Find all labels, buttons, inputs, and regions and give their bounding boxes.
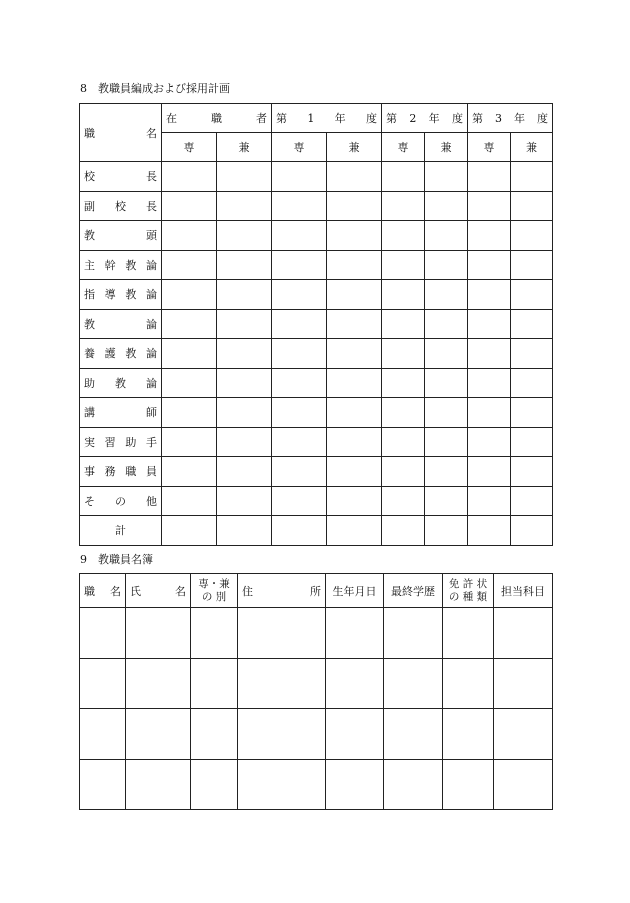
count-cell [425, 427, 468, 457]
count-cell [162, 280, 217, 310]
position-char: 論 [145, 258, 157, 272]
roster-cell [80, 759, 126, 810]
staff-roster-table [79, 573, 553, 810]
roster-position-header [80, 574, 126, 608]
count-cell [327, 280, 382, 310]
count-cell [382, 457, 425, 487]
roster-cell [443, 658, 494, 709]
roster-name-header [126, 574, 191, 608]
count-cell [217, 457, 272, 487]
table-row [80, 608, 553, 659]
position-label [80, 398, 162, 428]
table-row [80, 250, 553, 280]
count-cell [217, 398, 272, 428]
position-char: 護 [104, 347, 116, 361]
position-label [80, 457, 162, 487]
position-char: 教 [125, 258, 137, 272]
part-time-header: 兼 [511, 133, 553, 162]
position-char: 頭 [146, 229, 157, 243]
count-cell [425, 516, 468, 546]
roster-license-header [443, 574, 494, 608]
count-cell [327, 398, 382, 428]
roster-cell [494, 658, 553, 709]
count-cell [162, 427, 217, 457]
count-cell [162, 339, 217, 369]
count-cell [511, 486, 553, 516]
group-header-char: 職 [211, 112, 222, 125]
count-cell [468, 427, 511, 457]
roster-cell [191, 709, 238, 760]
section-8-heading: 教職員編成および採用計画 [98, 82, 230, 95]
roster-cell [126, 658, 191, 709]
position-char: 事 [84, 465, 95, 479]
count-cell [327, 457, 382, 487]
roster-address-char: 住 [242, 584, 253, 598]
roster-position-char: 職 [84, 584, 95, 598]
count-cell [162, 368, 217, 398]
count-cell [511, 339, 553, 369]
count-cell [511, 162, 553, 192]
count-cell [217, 191, 272, 221]
count-cell [217, 280, 272, 310]
count-cell [425, 339, 468, 369]
roster-cell [238, 608, 326, 659]
year-1-header [272, 104, 382, 133]
roster-cell [326, 658, 384, 709]
count-cell [272, 368, 327, 398]
position-char: 員 [145, 465, 157, 479]
count-cell [425, 280, 468, 310]
count-cell [162, 162, 217, 192]
staff-composition-table [79, 103, 553, 546]
position-char: 指 [84, 288, 95, 302]
roster-cell [443, 608, 494, 659]
count-cell [382, 309, 425, 339]
position-char: 助 [84, 376, 95, 390]
employment-label-1: 専・兼 [198, 577, 230, 590]
count-cell [468, 221, 511, 251]
section-8-number: 8 [80, 82, 87, 95]
count-cell [217, 427, 272, 457]
count-cell [468, 191, 511, 221]
part-time-header: 兼 [217, 133, 272, 162]
position-label [80, 191, 162, 221]
position-char: 校 [115, 199, 126, 213]
count-cell [382, 221, 425, 251]
count-cell [382, 486, 425, 516]
group-header-label [472, 110, 548, 126]
count-cell [382, 398, 425, 428]
count-cell [162, 309, 217, 339]
position-char: 師 [146, 406, 157, 420]
count-cell [162, 250, 217, 280]
position-char: 副 [84, 199, 95, 213]
position-header-cell [80, 104, 162, 162]
table-row [80, 339, 553, 369]
current-staff-header [162, 104, 272, 133]
position-label [80, 427, 162, 457]
position-label [80, 339, 162, 369]
position-char: そ [84, 494, 95, 508]
position-char: 幹 [104, 258, 116, 272]
position-char: 長 [146, 170, 157, 184]
count-cell [217, 309, 272, 339]
position-char: 実 [84, 435, 95, 449]
group-header-char: 年 [514, 112, 525, 125]
count-cell [162, 516, 217, 546]
table-row [80, 709, 553, 760]
position-char: 講 [84, 406, 95, 420]
table-row [80, 759, 553, 810]
roster-cell [494, 608, 553, 659]
table-row [80, 309, 553, 339]
count-cell [217, 339, 272, 369]
count-cell [327, 221, 382, 251]
position-label [80, 280, 162, 310]
count-cell [511, 250, 553, 280]
count-cell [272, 339, 327, 369]
position-char: 教 [125, 288, 137, 302]
table-row [80, 427, 553, 457]
position-char: 養 [84, 347, 95, 361]
part-time-header: 兼 [327, 133, 382, 162]
roster-cell [191, 608, 238, 659]
roster-cell [326, 709, 384, 760]
group-header-char: 年 [428, 112, 440, 125]
roster-cell [191, 658, 238, 709]
count-cell [272, 280, 327, 310]
roster-cell [238, 709, 326, 760]
count-cell [468, 280, 511, 310]
count-cell [425, 398, 468, 428]
position-label [80, 368, 162, 398]
count-cell [382, 516, 425, 546]
count-cell [327, 486, 382, 516]
position-char: 導 [104, 288, 116, 302]
full-time-header: 専 [272, 133, 327, 162]
count-cell [272, 398, 327, 428]
count-cell [511, 309, 553, 339]
roster-address-header [238, 574, 326, 608]
count-cell [511, 516, 553, 546]
group-header-label [166, 110, 267, 126]
total-label: 計 [80, 516, 162, 546]
count-cell [217, 162, 272, 192]
position-char: 務 [104, 465, 116, 479]
count-cell [468, 309, 511, 339]
count-cell [217, 250, 272, 280]
count-cell [382, 427, 425, 457]
count-cell [468, 339, 511, 369]
count-cell [217, 221, 272, 251]
roster-cell [126, 709, 191, 760]
group-header-char: 度 [365, 112, 377, 125]
roster-cell [494, 709, 553, 760]
count-cell [162, 398, 217, 428]
table-row [80, 221, 553, 251]
count-cell [468, 368, 511, 398]
count-cell [511, 398, 553, 428]
roster-birthdate-header: 生年月日 [326, 574, 384, 608]
count-cell [327, 309, 382, 339]
position-char: 論 [146, 376, 157, 390]
roster-cell [80, 658, 126, 709]
roster-cell [238, 759, 326, 810]
count-cell [425, 309, 468, 339]
position-label [80, 309, 162, 339]
roster-cell [443, 709, 494, 760]
roster-cell [384, 709, 443, 760]
group-header-char: 年 [334, 112, 346, 125]
table-row [80, 162, 553, 192]
table-row [80, 457, 553, 487]
count-cell [272, 162, 327, 192]
count-cell [468, 486, 511, 516]
position-char: 他 [146, 494, 157, 508]
year-2-header [382, 104, 468, 133]
position-char: 主 [84, 258, 95, 272]
count-cell [382, 250, 425, 280]
count-cell [468, 457, 511, 487]
position-char: 論 [146, 317, 157, 331]
count-cell [425, 457, 468, 487]
count-cell [511, 280, 553, 310]
table-row [80, 368, 553, 398]
roster-cell [384, 658, 443, 709]
position-label [80, 162, 162, 192]
group-header-char: 者 [256, 112, 267, 125]
roster-cell [443, 759, 494, 810]
roster-position-char: 名 [110, 584, 121, 598]
position-char: 教 [84, 317, 95, 331]
count-cell [327, 339, 382, 369]
count-cell [327, 191, 382, 221]
license-label-1: 免 許 状 [448, 577, 488, 590]
count-cell [511, 191, 553, 221]
count-cell [425, 162, 468, 192]
roster-subject-header: 担当科目 [494, 574, 553, 608]
group-header-char: 第 [386, 112, 397, 125]
group-header-label [386, 110, 463, 126]
count-cell [511, 427, 553, 457]
count-cell [162, 457, 217, 487]
full-time-header: 専 [382, 133, 425, 162]
roster-cell [384, 608, 443, 659]
section-9-title [80, 553, 153, 567]
count-cell [217, 368, 272, 398]
roster-cell [238, 658, 326, 709]
count-cell [425, 486, 468, 516]
employment-label-2: の 別 [201, 590, 227, 603]
count-cell [468, 162, 511, 192]
position-char: 手 [145, 435, 157, 449]
part-time-header: 兼 [425, 133, 468, 162]
count-cell [327, 368, 382, 398]
table-row [80, 280, 553, 310]
count-cell [162, 486, 217, 516]
roster-cell [126, 608, 191, 659]
position-header [84, 125, 157, 141]
roster-education-header: 最終学歴 [384, 574, 443, 608]
position-label [80, 250, 162, 280]
count-cell [382, 162, 425, 192]
roster-employment-header [191, 574, 238, 608]
section-9-number: 9 [80, 553, 87, 566]
position-char: 論 [145, 288, 157, 302]
position-header-char: 職 [84, 126, 95, 140]
roster-cell [494, 759, 553, 810]
position-char: 長 [146, 199, 157, 213]
count-cell [468, 250, 511, 280]
position-label [80, 486, 162, 516]
count-cell [272, 427, 327, 457]
count-cell [272, 309, 327, 339]
group-header-char: 1 [307, 111, 315, 125]
count-cell [162, 191, 217, 221]
position-char: 論 [145, 347, 157, 361]
roster-cell [191, 759, 238, 810]
position-char: 校 [84, 170, 95, 184]
position-char: 助 [125, 435, 137, 449]
count-cell [272, 250, 327, 280]
count-cell [382, 280, 425, 310]
position-char: 教 [125, 347, 137, 361]
roster-cell [326, 759, 384, 810]
roster-cell [80, 608, 126, 659]
table-row [80, 191, 553, 221]
group-header-char: 在 [166, 112, 177, 125]
count-cell [272, 457, 327, 487]
year-3-header [468, 104, 553, 133]
count-cell [162, 221, 217, 251]
roster-cell [326, 608, 384, 659]
group-header-label [276, 110, 377, 126]
count-cell [425, 368, 468, 398]
full-time-header: 専 [468, 133, 511, 162]
count-cell [327, 250, 382, 280]
count-cell [327, 427, 382, 457]
count-cell [425, 191, 468, 221]
count-cell [425, 221, 468, 251]
count-cell [382, 191, 425, 221]
roster-cell [384, 759, 443, 810]
roster-cell [126, 759, 191, 810]
position-char: 教 [84, 229, 95, 243]
count-cell [272, 221, 327, 251]
count-cell [217, 516, 272, 546]
position-char: 職 [125, 465, 137, 479]
table-row [80, 658, 553, 709]
section-8-title [80, 82, 230, 96]
count-cell [327, 516, 382, 546]
count-cell [511, 221, 553, 251]
group-header-char: 2 [409, 111, 417, 125]
position-char: の [115, 494, 126, 508]
roster-name-char: 氏 [130, 584, 141, 598]
count-cell [382, 368, 425, 398]
group-header-char: 第 [276, 112, 287, 125]
position-label [80, 221, 162, 251]
position-char: 教 [115, 376, 126, 390]
group-header-char: 度 [451, 112, 463, 125]
count-cell [272, 516, 327, 546]
table-row [80, 398, 553, 428]
count-cell [511, 368, 553, 398]
count-cell [425, 250, 468, 280]
count-cell [217, 486, 272, 516]
group-header-char: 第 [472, 112, 483, 125]
roster-address-char: 所 [310, 584, 321, 598]
count-cell [511, 457, 553, 487]
count-cell [468, 398, 511, 428]
count-cell [272, 191, 327, 221]
table-row [80, 486, 553, 516]
group-header-char: 3 [495, 111, 502, 125]
roster-name-char: 名 [175, 584, 186, 598]
full-time-header: 専 [162, 133, 217, 162]
license-label-2: の 種 類 [448, 590, 488, 603]
position-char: 習 [104, 435, 116, 449]
count-cell [468, 516, 511, 546]
count-cell [272, 486, 327, 516]
group-header-char: 度 [537, 112, 548, 125]
total-row [80, 516, 553, 546]
count-cell [382, 339, 425, 369]
section-9-heading: 教職員名簿 [98, 553, 153, 566]
roster-cell [80, 709, 126, 760]
count-cell [327, 162, 382, 192]
position-header-char: 名 [146, 126, 157, 140]
